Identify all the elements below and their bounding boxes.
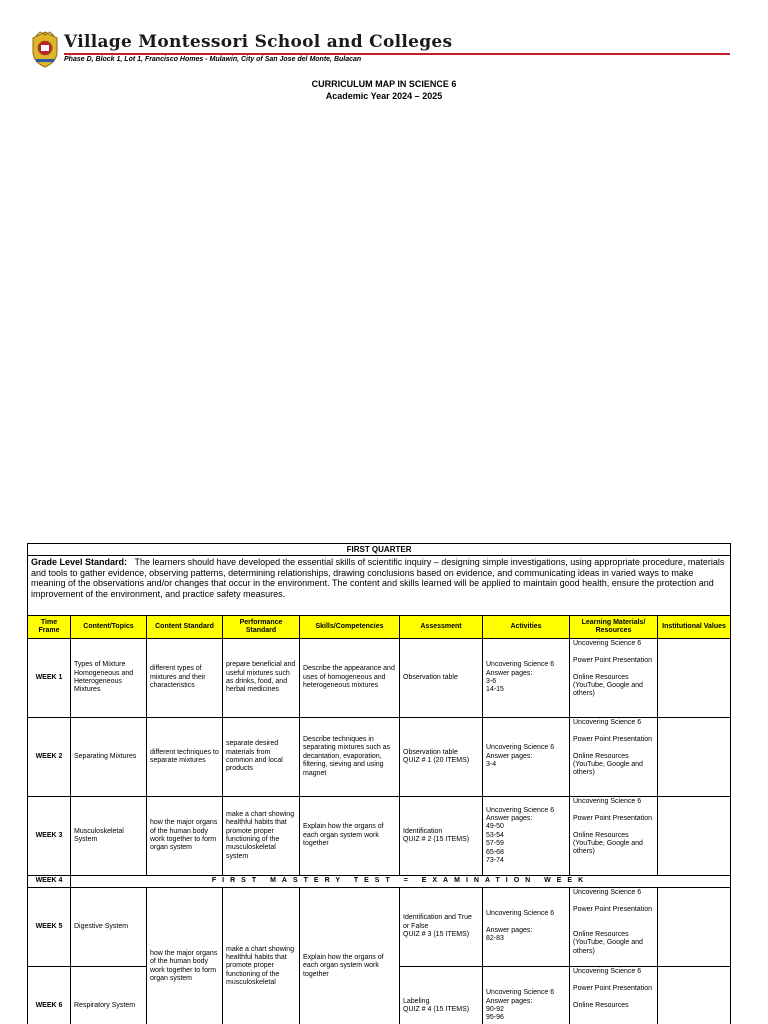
performance-standard-cell: make a chart showing healthful habits that promote proper functioning of the musculoskeletal (223, 888, 300, 1024)
resources-cell: Uncovering Science 6 Power Point Presentation Online Resources (YouTube, Google and others) (570, 639, 658, 718)
assessment-cell: Labeling QUIZ # 4 (15 ITEMS) (400, 967, 483, 1024)
assessment-cell: Identification QUIZ # 2 (15 ITEMS) (400, 797, 483, 876)
activities-cell: Uncovering Science 6 Answer pages: 3-6 14-15 (483, 639, 570, 718)
activities-cell: Uncovering Science 6 Answer pages: 49-50 53-54 57-59 65-68 73-74 (483, 797, 570, 876)
academic-year: Academic Year 2024 – 2025 (325, 91, 443, 101)
header-content-standard: Content Standard (147, 616, 223, 639)
content-standard-cell: different techniques to separate mixtures (147, 718, 223, 797)
skills-cell: Describe the appearance and uses of homogeneous and heterogeneous mixtures (300, 639, 400, 718)
skills-cell: Explain how the organs of each organ system work together (300, 888, 400, 1024)
header-divider (64, 53, 730, 55)
table-row-week-4 (28, 876, 731, 888)
header-activities: Activities (483, 616, 570, 639)
school-seal-icon (30, 30, 60, 68)
table-row-week-3 (28, 797, 731, 876)
header-resources: Learning Materials/ Resources (570, 616, 658, 639)
week-label: WEEK 4 (28, 876, 71, 888)
letterhead (30, 30, 702, 70)
header-time-frame: Time Frame (28, 616, 71, 639)
assessment-cell: Observation table (400, 639, 483, 718)
header-content-topics: Content/Topics (71, 616, 147, 639)
assessment-cell: Identification and True or False QUIZ # 3 (15 ITEMS) (400, 888, 483, 967)
week-label: WEEK 5 (28, 888, 71, 967)
skills-cell: Describe techniques in separating mixtures such as decantation, evaporation, filtering, sieving and using magnet (300, 718, 400, 797)
table-row-week-5 (28, 888, 731, 967)
resources-cell: Uncovering Science 6 Power Point Presentation Online Resources (570, 967, 658, 1024)
grade-level-standard (28, 556, 731, 616)
resources-cell: Uncovering Science 6 Power Point Presentation Online Resources (YouTube, Google and others) (570, 718, 658, 797)
skills-cell: Explain how the organs of each organ system work together (300, 797, 400, 876)
resources-cell: Uncovering Science 6 Power Point Presentation Online Resources (YouTube, Google and others) (570, 797, 658, 876)
assessment-cell: Observation table QUIZ # 1 (20 ITEMS) (400, 718, 483, 797)
values-cell (658, 967, 731, 1024)
header-performance-standard: Performance Standard (223, 616, 300, 639)
week-label: WEEK 2 (28, 718, 71, 797)
activities-cell: Uncovering Science 6 Answer pages: 82-83 (483, 888, 570, 967)
document-title: CURRICULUM MAP IN SCIENCE 6 (311, 79, 457, 89)
table-row-week-1 (28, 639, 731, 718)
exam-week-banner: FIRST MASTERY TEST = EXAMINATION WEEK (71, 876, 731, 888)
header-assessment: Assessment (400, 616, 483, 639)
week-label: WEEK 3 (28, 797, 71, 876)
values-cell (658, 797, 731, 876)
performance-standard-cell: prepare beneficial and useful mixtures such as drinks, food, and herbal medicines (223, 639, 300, 718)
values-cell (658, 888, 731, 967)
topic-cell: Separating Mixtures (71, 718, 147, 797)
school-name: Village Montessori School and Colleges (64, 32, 453, 52)
standard-label: Grade Level Standard: (31, 557, 128, 567)
values-cell (658, 639, 731, 718)
quarter-title: FIRST QUARTER (28, 544, 731, 556)
resources-cell: Uncovering Science 6 Power Point Presentation Online Resources (YouTube, Google and others) (570, 888, 658, 967)
activities-cell: Uncovering Science 6 Answer pages: 3-4 (483, 718, 570, 797)
activities-cell: Uncovering Science 6 Answer pages: 90-92 95-96 (483, 967, 570, 1024)
curriculum-map-table (27, 543, 731, 1024)
header-skills: Skills/Competencies (300, 616, 400, 639)
standard-text: The learners should have developed the essential skills of scientific inquiry – designing simple investigations, using appropriate procedure, materials and tools to gather evidence, observing patterns, determining relationships, drawing conclusions based on evidence, and communicating ideas in varied ways to make meaning of the observations and/or changes that occur in the environment. The content and skills learned will be applied to maintain good health, ensure the protection and improvement of the environment, and practice safety measures. (31, 557, 725, 599)
values-cell (658, 718, 731, 797)
table-row-week-2 (28, 718, 731, 797)
week-label: WEEK 6 (28, 967, 71, 1024)
school-address: Phase D, Block 1, Lot 1, Francisco Homes - Mulawin, City of San Jose del Monte, Bulacan (64, 56, 362, 63)
content-standard-cell: how the major organs of the human body work together to form organ system (147, 888, 223, 1024)
topic-cell: Musculoskeletal System (71, 797, 147, 876)
week-label: WEEK 1 (28, 639, 71, 718)
topic-cell: Types of Mixture Homogeneous and Heterogeneous Mixtures (71, 639, 147, 718)
topic-cell: Digestive System (71, 888, 147, 967)
topic-cell: Respiratory System (71, 967, 147, 1024)
content-standard-cell: how the major organs of the human body work together to form organ system (147, 797, 223, 876)
performance-standard-cell: make a chart showing healthful habits that promote proper functioning of the musculoskeletal system (223, 797, 300, 876)
content-standard-cell: different types of mixtures and their characteristics (147, 639, 223, 718)
performance-standard-cell: separate desired materials from common and local products (223, 718, 300, 797)
header-values: Institutional Values (658, 616, 731, 639)
